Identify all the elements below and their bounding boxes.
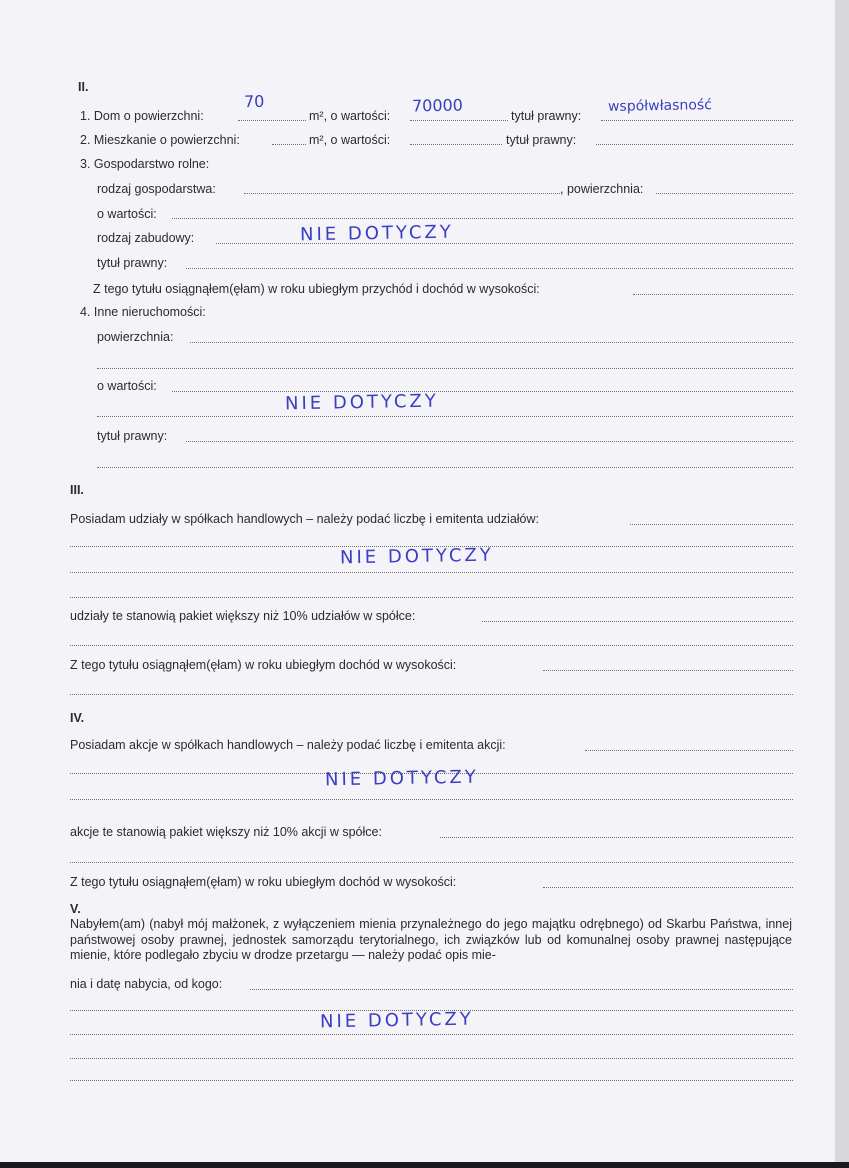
- farm-title-field[interactable]: [186, 268, 793, 269]
- shares-income-field-2[interactable]: [70, 694, 793, 695]
- acquisition-field-4[interactable]: [70, 1058, 793, 1059]
- acquisition-field[interactable]: [250, 989, 793, 990]
- farm-area-label: , powierzchnia:: [560, 182, 644, 196]
- stocks-package-label: akcje te stanowią pakiet większy niż 10% akcji w spółce:: [70, 825, 382, 839]
- house-label: 1. Dom o powierzchni:: [80, 109, 204, 123]
- other-value-field-2[interactable]: [97, 416, 793, 417]
- house-title-handwriting: współwłasność: [607, 97, 713, 115]
- shares-income-field[interactable]: [543, 670, 793, 671]
- farm-title-label: tytuł prawny:: [97, 256, 168, 270]
- shares-income-label: Z tego tytułu osiągnąłem(ęłam) w roku ubiegłym dochód w wysokości:: [70, 658, 457, 672]
- farm-type-field[interactable]: [244, 193, 560, 194]
- section-5-paragraph: Nabyłem(am) (nabył mój małżonek, z wyłączeniem mienia przynależnego do jego majątku odrębnego) od Skarbu Państwa, innej państwowej osoby prawnej, jednostek samorządu terytorialnego, ich związków lub od komunalnej osoby prawnej następujące mienie, które podlegało zbyciu w drodze przetargu — należy podać opis mie-: [70, 917, 792, 962]
- other-value-field[interactable]: [172, 391, 793, 392]
- house-value-label: m², o wartości:: [309, 109, 391, 123]
- other-title-field-2[interactable]: [97, 467, 793, 468]
- house-title-label: tytuł prawny:: [511, 109, 582, 123]
- acquisition-field-5[interactable]: [70, 1080, 793, 1081]
- section-5-heading: V.: [70, 902, 81, 916]
- farm-type-label: rodzaj gospodarstwa:: [97, 182, 216, 196]
- stocks-package-field-2[interactable]: [70, 862, 793, 863]
- other-area-field-2[interactable]: [97, 368, 793, 369]
- stocks-label: Posiadam akcje w spółkach handlowych – należy podać liczbę i emitenta akcji:: [70, 738, 506, 752]
- house-value-field[interactable]: [410, 120, 508, 121]
- stocks-field-3[interactable]: [70, 799, 793, 800]
- acquisition-label: nia i datę nabycia, od kogo:: [70, 977, 223, 991]
- acquisition-handwriting: NIE DOTYCZY: [319, 1008, 474, 1033]
- scan-edge-right: [835, 0, 849, 1168]
- other-area-field[interactable]: [190, 342, 793, 343]
- scan-edge-bottom: [0, 1162, 849, 1168]
- acquisition-field-3[interactable]: [70, 1034, 793, 1035]
- house-area-field[interactable]: [238, 120, 306, 121]
- other-value-label: o wartości:: [97, 379, 157, 393]
- house-title-field[interactable]: [601, 120, 793, 121]
- farm-income-field[interactable]: [633, 294, 793, 295]
- shares-label: Posiadam udziały w spółkach handlowych – należy podać liczbę i emitenta udziałów:: [70, 512, 540, 526]
- other-title-field[interactable]: [186, 441, 793, 442]
- flat-value-label: m², o wartości:: [309, 133, 391, 147]
- shares-field[interactable]: [630, 524, 793, 525]
- shares-package-field-2[interactable]: [70, 645, 793, 646]
- stocks-income-field[interactable]: [543, 887, 793, 888]
- flat-title-label: tytuł prawny:: [506, 133, 577, 147]
- farm-income-label: Z tego tytułu osiągnąłem(ęłam) w roku ubiegłym przychód i dochód w wysokości:: [93, 282, 540, 296]
- shares-package-field[interactable]: [482, 621, 793, 622]
- other-property-label: 4. Inne nieruchomości:: [80, 305, 206, 319]
- shares-field-3[interactable]: [70, 572, 793, 573]
- other-title-label: tytuł prawny:: [97, 429, 168, 443]
- shares-handwriting: NIE DOTYCZY: [339, 544, 494, 569]
- farm-value-field[interactable]: [172, 218, 793, 219]
- section-3-heading: III.: [70, 483, 84, 497]
- flat-label: 2. Mieszkanie o powierzchni:: [80, 133, 240, 147]
- stocks-income-label: Z tego tytułu osiągnąłem(ęłam) w roku ubiegłym dochód w wysokości:: [70, 875, 457, 889]
- stocks-handwriting: NIE DOTYCZY: [324, 766, 479, 791]
- other-property-handwriting: NIE DOTYCZY: [284, 390, 439, 415]
- farm-value-label: o wartości:: [97, 207, 157, 221]
- other-area-label: powierzchnia:: [97, 330, 174, 344]
- house-value-handwriting: 70000: [411, 95, 464, 116]
- farm-label: 3. Gospodarstwo rolne:: [80, 157, 210, 171]
- section-4-heading: IV.: [70, 711, 85, 725]
- stocks-package-field[interactable]: [440, 837, 793, 838]
- farm-area-field[interactable]: [656, 193, 793, 194]
- section-2-heading: II.: [78, 80, 89, 94]
- flat-title-field[interactable]: [596, 144, 793, 145]
- flat-area-field[interactable]: [272, 144, 306, 145]
- shares-field-4[interactable]: [70, 597, 793, 598]
- flat-value-field[interactable]: [410, 144, 502, 145]
- house-area-handwriting: 70: [243, 91, 265, 112]
- stocks-field[interactable]: [585, 750, 793, 751]
- shares-package-label: udziały te stanowią pakiet większy niż 10% udziałów w spółce:: [70, 609, 416, 623]
- farm-handwriting: NIE DOTYCZY: [299, 221, 454, 246]
- farm-buildings-label: rodzaj zabudowy:: [97, 231, 195, 245]
